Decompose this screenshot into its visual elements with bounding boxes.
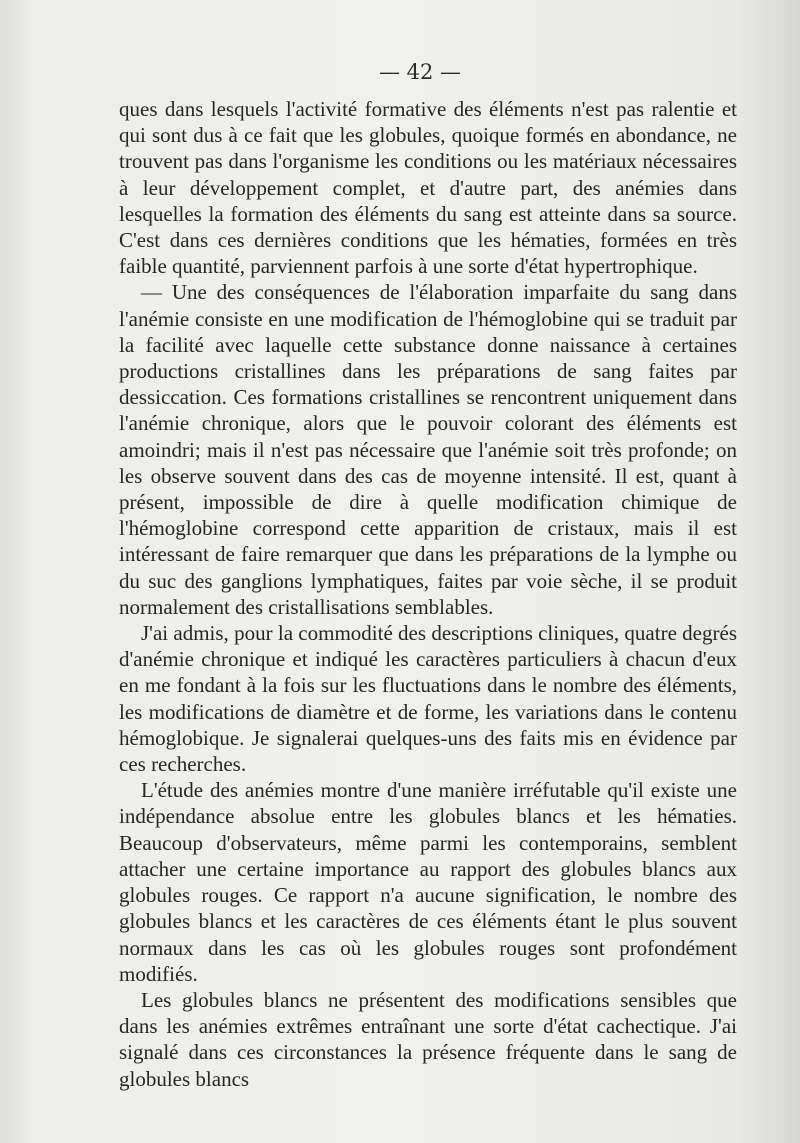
body-text <box>119 96 737 1092</box>
page-number: — 42 — <box>378 60 462 84</box>
paragraph-white-red-globules: L'étude des anémies montre d'une manière irréfutable qu'il existe une indépendance absolue entre les globules blancs et les hématies. Beaucoup d'observateurs, même parmi les contemporains, semblent attacher une certaine importance au rapport des globules blancs aux globules rouges. Ce rapport n'a aucune signification, le nombre des globules blancs et les caractères de ces éléments étant le plus souvent normaux dans les cas où les globules rouges sont profondément modifiés. <box>119 778 737 986</box>
paragraph-white-globules-modifications: Les globules blancs ne présentent des modifications sensibles que dans les anémies extrêmes entraînant une sorte d'état cachectique. J'ai signalé dans ces circonstances la présence fréquente dans le sang de globules blancs <box>119 987 737 1091</box>
paragraph-continuation: ques dans lesquels l'activité formative des éléments n'est pas ralentie et qui sont dus à ce fait que les globules, quoique formés en abondance, ne trouvent pas dans l'organisme les conditions ou les matériaux nécessaires à leur développement complet, et d'autre part, des anémies dans lesquelles la formation des éléments du sang est atteinte dans sa source. C'est dans ces dernières conditions que les hématies, formées en très faible quantité, parviennent parfois à une sorte d'état hypertrophique. <box>119 97 737 279</box>
paragraph-hemoglobin-crystals: — Une des conséquences de l'élaboration imparfaite du sang dans l'anémie consiste en une modification de l'hémoglobine qui se traduit par la facilité avec laquelle cette substance donne naissance à certaines productions cristallines dans les préparations de sang faites par dessiccation. Ces formations cristallines se rencontrent uniquement dans l'anémie chronique, alors que le pouvoir colorant des éléments est amoindri; mais il n'est pas nécessaire que l'anémie soit très profonde; on les observe souvent dans des cas de moyenne intensité. Il est, quant à présent, impossible de dire à quelle modification chimique de l'hémoglobine correspond cette apparition de cristaux, mais il est intéressant de faire remarquer que dans les préparations de la lymphe ou du suc des ganglions lymphatiques, faites par voie sèche, il se produit normalement des cristallisations semblables. <box>119 280 737 619</box>
paragraph-anemia-degrees: J'ai admis, pour la commodité des descriptions cliniques, quatre degrés d'anémie chronique et indiqué les caractères particuliers à chacun d'eux en me fondant à la fois sur les fluctuations dans le nombre des éléments, les modifications de diamètre et de forme, les variations dans le contenu hémoglobique. Je signalerai quelques-uns des faits mis en évidence par ces recherches. <box>119 621 737 777</box>
